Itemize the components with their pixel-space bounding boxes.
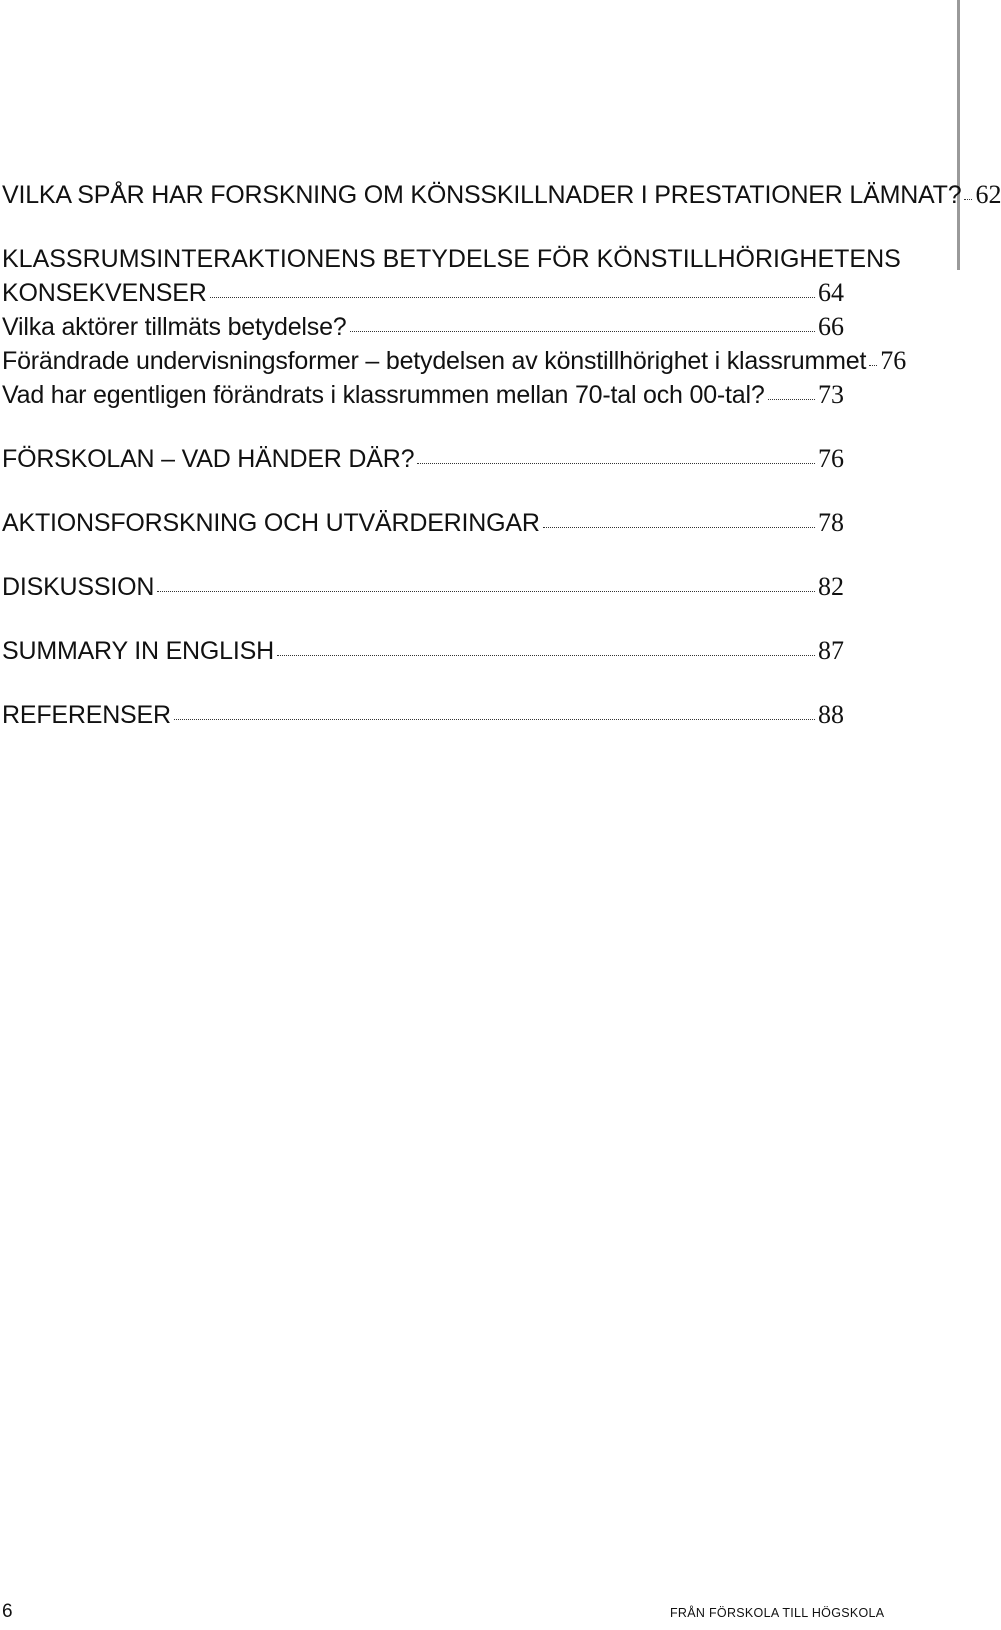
toc-entry-vilka-aktorer[interactable] bbox=[2, 310, 844, 344]
toc-entry-aktionsforskning[interactable] bbox=[2, 506, 844, 540]
toc-entry-forandrade-undervisningsformer[interactable] bbox=[2, 344, 907, 378]
toc-entry-label: Vilka aktörer tillmäts betydelse? bbox=[2, 313, 347, 341]
toc-entry-referenser[interactable] bbox=[2, 698, 844, 732]
page-footer bbox=[0, 1600, 960, 1624]
footer-page-number: 6 bbox=[2, 1601, 13, 1622]
toc-entry-page: 76 bbox=[880, 346, 907, 375]
footer-book-title: FRÅN FÖRSKOLA TILL HÖGSKOLA bbox=[670, 1606, 885, 1620]
dot-leader bbox=[417, 463, 815, 464]
toc-entry-page: 88 bbox=[818, 700, 844, 729]
toc-entry-page: 76 bbox=[818, 444, 844, 473]
toc-entry-label: KONSEKVENSER bbox=[2, 279, 207, 307]
dot-leader bbox=[964, 199, 972, 200]
dot-leader bbox=[277, 655, 815, 656]
toc-entry-konsekvenser[interactable] bbox=[2, 276, 844, 310]
dot-leader bbox=[210, 297, 815, 298]
dot-leader bbox=[350, 331, 816, 332]
toc-entry-diskussion[interactable] bbox=[2, 570, 844, 604]
toc-entry-vilka-spar[interactable] bbox=[2, 178, 1001, 212]
toc-entry-summary-in-english[interactable] bbox=[2, 634, 844, 668]
toc-entry-page: 64 bbox=[818, 278, 844, 307]
dot-leader bbox=[768, 399, 815, 400]
toc-entry-label: SUMMARY IN ENGLISH bbox=[2, 637, 274, 665]
toc-entry-label: FÖRSKOLAN – VAD HÄNDER DÄR? bbox=[2, 445, 415, 473]
toc-entry-label: Vad har egentligen förändrats i klassrummen mellan 70-tal och 00-tal? bbox=[2, 381, 765, 409]
toc-entry-page: 78 bbox=[818, 508, 844, 537]
page-edge-mark bbox=[957, 0, 960, 270]
toc-entry-page: 82 bbox=[818, 572, 844, 601]
dot-leader bbox=[869, 365, 877, 366]
dot-leader bbox=[174, 719, 815, 720]
dot-leader bbox=[157, 591, 815, 592]
toc-heading-klassrumsinteraktionens[interactable]: KLASSRUMSINTERAKTIONENS BETYDELSE FÖR KÖNSTILLHÖRIGHETENS bbox=[2, 245, 901, 273]
toc-entry-page: 73 bbox=[818, 380, 844, 409]
toc-entry-label: VILKA SPÅR HAR FORSKNING OM KÖNSSKILLNADER I PRESTATIONER LÄMNAT? bbox=[2, 181, 962, 209]
toc-entry-page: 87 bbox=[818, 636, 844, 665]
toc-entry-label: REFERENSER bbox=[2, 701, 171, 729]
table-of-contents bbox=[2, 178, 1001, 732]
toc-entry-forskolan[interactable] bbox=[2, 442, 844, 476]
toc-entry-vad-har-forandrats[interactable] bbox=[2, 378, 844, 412]
toc-entry-page: 62 bbox=[975, 180, 1001, 209]
toc-entry-label: Förändrade undervisningsformer – betydelsen av könstillhörighet i klassrummet bbox=[2, 347, 867, 375]
toc-entry-label: DISKUSSION bbox=[2, 573, 155, 601]
toc-entry-label: AKTIONSFORSKNING OCH UTVÄRDERINGAR bbox=[2, 509, 540, 537]
toc-entry-page: 66 bbox=[818, 312, 844, 341]
dot-leader bbox=[543, 527, 815, 528]
